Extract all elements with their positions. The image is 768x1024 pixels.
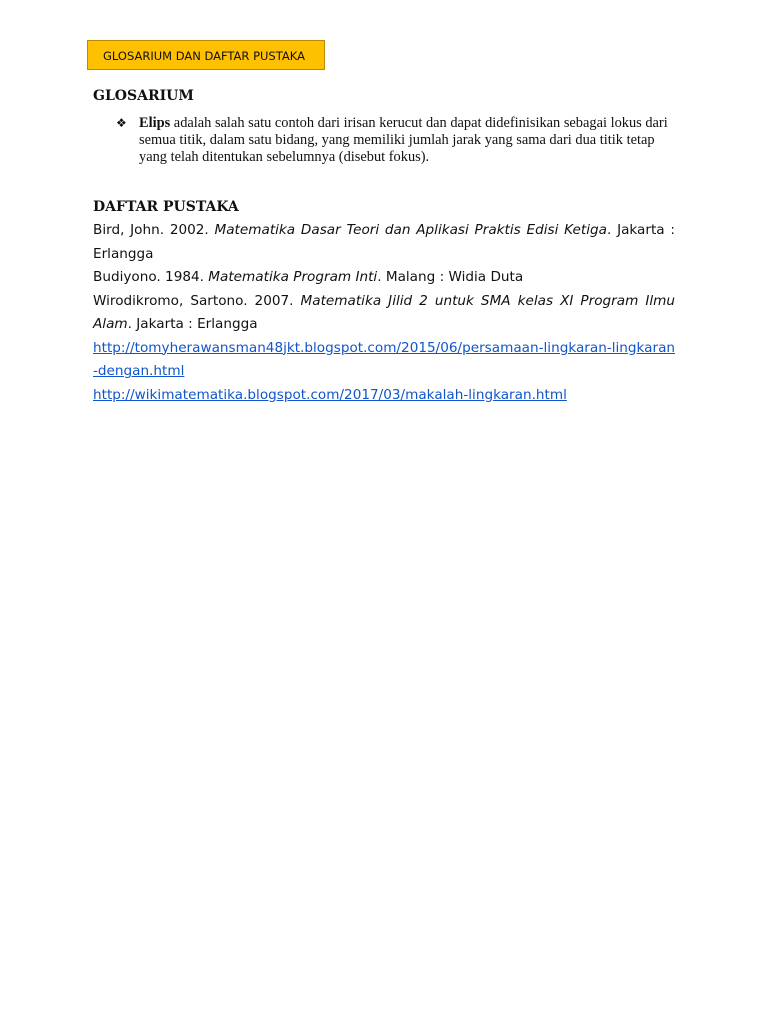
bibliography-list [93, 219, 675, 407]
reference-item [93, 266, 675, 290]
glossary-item [116, 115, 676, 165]
reference-author-year: Budiyono. 1984. [93, 269, 209, 285]
reference-title: Matematika Program Inti [208, 269, 378, 285]
reference-publisher: . Jakarta : Erlangga [127, 316, 258, 332]
reference-title: Matematika Dasar Teori dan Aplikasi Praktis Edisi Ketiga [214, 222, 607, 238]
reference-title: Matematika Jilid 2 untuk SMA kelas XI Program Ilmu Alam [93, 292, 675, 332]
glossary-list [116, 115, 676, 165]
glossary-definition: adalah salah satu contoh dari irisan kerucut dan dapat didefinisikan sebagai lokus dari semua titik, dalam satu bidang, yang memiliki jumlah jarak yang sama dari dua titik tetap yang telah ditentukan sebelumnya (disebut fokus). [139, 115, 668, 165]
reference-publisher: . Malang : Widia Duta [377, 269, 524, 285]
page-header-title: GLOSARIUM DAN DAFTAR PUSTAKA [103, 49, 305, 63]
diamond-bullet-icon: ❖ [116, 116, 127, 130]
reference-item [93, 219, 675, 266]
reference-publisher: . Jakarta : Erlangga [93, 222, 675, 262]
reference-item [93, 290, 675, 337]
bibliography-heading: DAFTAR PUSTAKA [93, 199, 239, 215]
reference-author-year: Wirodikromo, Sartono. 2007. [93, 292, 301, 309]
reference-author-year: Bird, John. 2002. [93, 222, 215, 238]
page-header-box [87, 40, 325, 70]
reference-link[interactable]: http://wikimatematika.blogspot.com/2017/03/makalah-lingkaran.html [93, 386, 567, 403]
reference-link[interactable]: http://tomyherawansman48jkt.blogspot.com/2015/06/persamaan-lingkaran-lingkaran-dengan.html [93, 339, 676, 379]
glossary-term: Elips [139, 115, 171, 131]
glossary-heading: GLOSARIUM [93, 88, 194, 104]
